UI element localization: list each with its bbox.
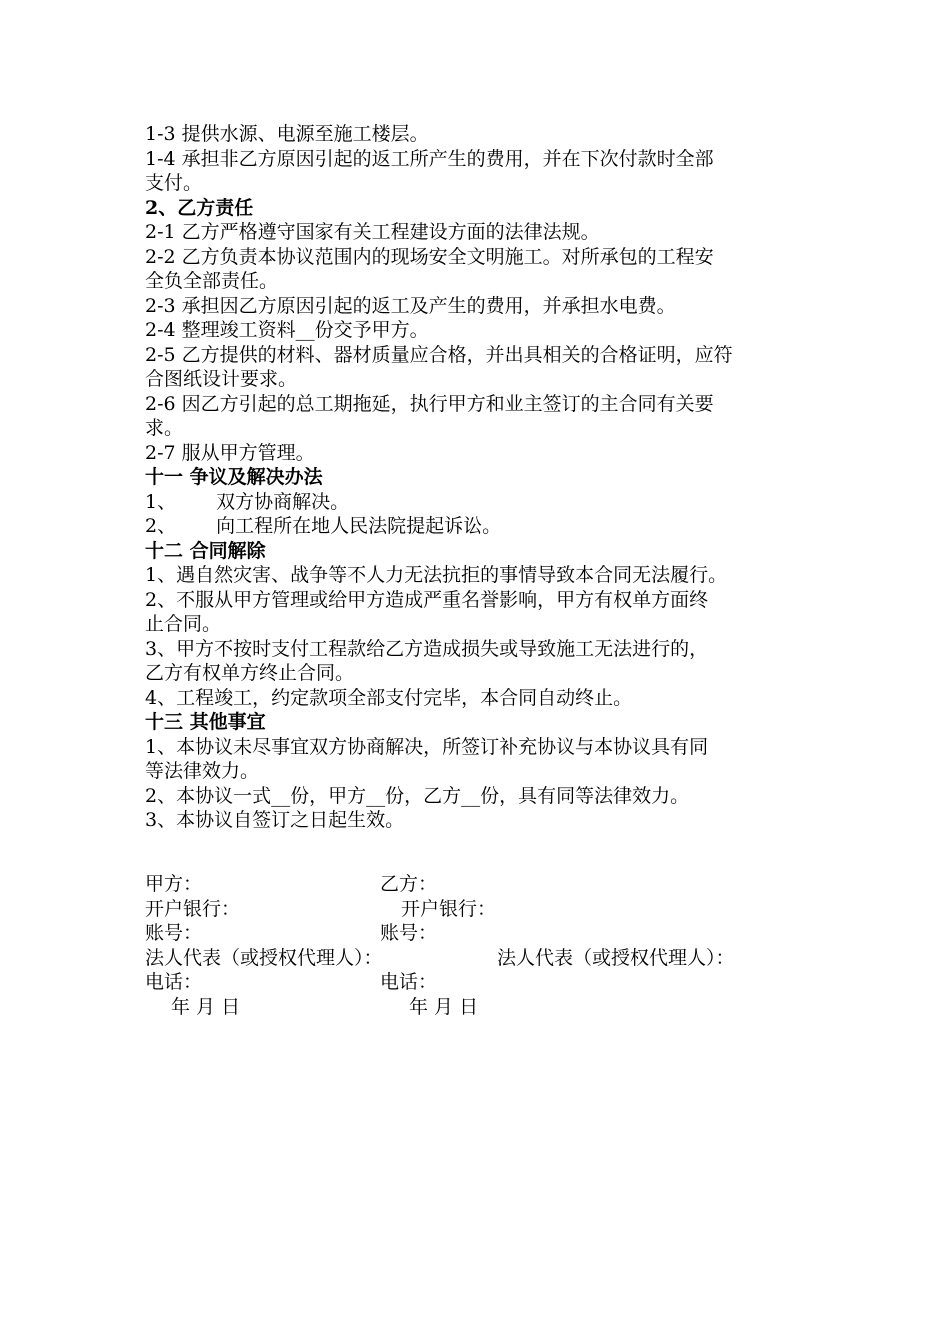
signature-row-bank <box>145 897 845 922</box>
body-line: 等法律效力。 <box>145 760 260 782</box>
contract-body <box>145 122 815 833</box>
body-line: 求。 <box>145 417 184 439</box>
body-line: 合图纸设计要求。 <box>145 368 298 390</box>
body-line: 2、不服从甲方管理或给甲方造成严重名誉影响，甲方有权单方面终 <box>145 588 709 611</box>
body-line: 1、遇自然灾害、战争等不人力无法抗拒的事情导致本合同无法履行。 <box>145 564 728 586</box>
rep-a-label: 法人代表（或授权代理人）： <box>145 946 383 969</box>
body-line: 止合同。 <box>145 613 222 635</box>
date-a-label: 年 月 日 <box>171 995 241 1018</box>
body-line: 乙方有权单方终止合同。 <box>145 662 355 684</box>
phone-b-label: 电话： <box>380 971 438 993</box>
body-line: 2、本协议一式__份，甲方__份，乙方__份，具有同等法律效力。 <box>145 784 690 807</box>
body-line: 3、本协议自签订之日起生效。 <box>145 809 405 831</box>
bank-b-label: 开户银行： <box>401 897 497 920</box>
rep-b-label: 法人代表（或授权代理人）： <box>497 946 735 969</box>
signature-row-rep <box>145 946 845 971</box>
list-text: 双方协商解决。 <box>216 490 350 513</box>
account-b-label: 账号： <box>380 922 438 944</box>
body-line <box>145 490 815 515</box>
date-b-label: 年 月 日 <box>409 995 479 1018</box>
section-heading: 十三 其他事宜 <box>145 711 266 733</box>
body-line: 2-2 乙方负责本协议范围内的现场安全文明施工。对所承包的工程安 <box>145 245 714 268</box>
body-line <box>145 514 815 539</box>
body-line: 2-7 服从甲方管理。 <box>145 441 315 464</box>
body-line: 2-6 因乙方引起的总工期拖延，执行甲方和业主签订的主合同有关要 <box>145 392 714 415</box>
body-line: 支付。 <box>145 172 203 194</box>
phone-a-label: 电话： <box>145 971 203 993</box>
signature-block <box>145 872 845 1019</box>
body-line: 1、本协议未尽事宜双方协商解决，所签订补充协议与本协议具有同 <box>145 735 709 758</box>
party-a-label: 甲方： <box>145 873 203 895</box>
party-b-label: 乙方： <box>380 873 438 895</box>
section-heading: 2、乙方责任 <box>145 196 254 219</box>
list-text: 向工程所在地人民法院提起诉讼。 <box>216 515 502 537</box>
list-number: 1、 <box>145 490 177 513</box>
body-line: 2-1 乙方严格遵守国家有关工程建设方面的法律法规。 <box>145 221 600 243</box>
signature-row-account <box>145 921 845 946</box>
body-line: 2-3 承担因乙方原因引起的返工及产生的费用，并承担水电费。 <box>145 294 676 317</box>
section-heading: 十二 合同解除 <box>145 539 266 562</box>
bank-a-label: 开户银行： <box>145 897 241 920</box>
signature-row-phone <box>145 970 845 995</box>
section-heading: 十一 争议及解决办法 <box>145 466 323 488</box>
body-line: 4、工程竣工，约定款项全部支付完毕，本合同自动终止。 <box>145 686 633 709</box>
body-line: 1-3 提供水源、电源至施工楼层。 <box>145 123 429 145</box>
list-number: 2、 <box>145 515 177 537</box>
body-line: 2-5 乙方提供的材料、器材质量应合格，并出具相关的合格证明，应符 <box>145 343 733 366</box>
body-line: 1-4 承担非乙方原因引起的返工所产生的费用，并在下次付款时全部 <box>145 147 714 170</box>
signature-row-date <box>145 995 845 1020</box>
body-line: 3、甲方不按时支付工程款给乙方造成损失或导致施工无法进行的， <box>145 637 709 660</box>
body-line: 全负全部责任。 <box>145 270 279 292</box>
signature-row-party <box>145 872 845 897</box>
body-line: 2-4 整理竣工资料__份交予甲方。 <box>145 319 429 341</box>
account-a-label: 账号： <box>145 922 203 944</box>
